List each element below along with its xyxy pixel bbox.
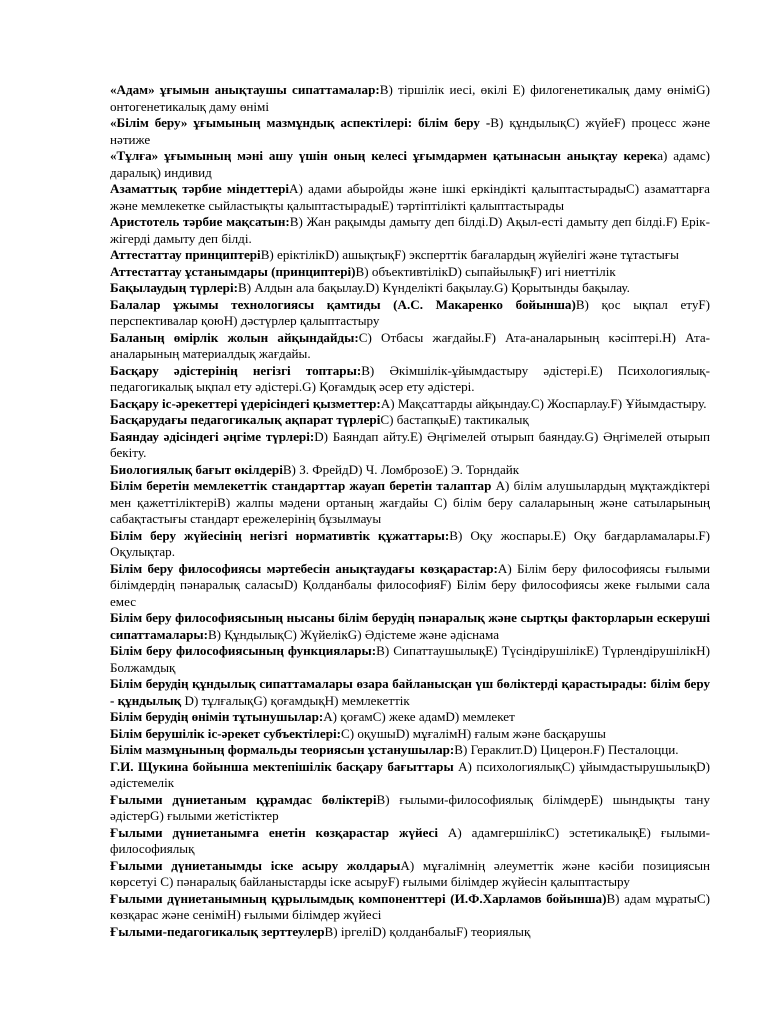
glossary-entry <box>110 610 710 643</box>
entry-question: Білім берудің құндылық сипаттамалары өзара байланысқан үш бөліктерді қарастырады: білім беру - құндылық <box>110 676 710 708</box>
glossary-entry <box>110 297 710 330</box>
entry-question: «Тұлға» ұғымының мәні ашу үшін оның келесі ұғымдармен қатынасын анықтау керек <box>110 148 658 163</box>
entry-answer: В) Әкімшілік-ұйымдастыру әдістері.Е) Психологиялық-педагогикалық ықпал ету әдістері.G) Қоғамдық әсер ету әдістері. <box>110 362 711 394</box>
entry-answer: В) тіршілік иесі, өкілі Е) филогенетикалық даму өніміG) онтогенетикалық даму өнімі <box>110 82 710 114</box>
entry-answer: В) құндылықС) жүйеF) процесс және нәтиже <box>110 115 711 147</box>
entry-answer: С) оқушыD) мұғалімН) ғалым және басқарушы <box>341 725 606 741</box>
glossary-entry <box>110 412 710 429</box>
entry-question: Г.И. Щукина бойынша мектепішілік басқару бағыттары <box>110 758 454 774</box>
entry-question: Балалар ұжымы технологиясы қамтиды (А.С. Макаренко бойынша) <box>110 296 576 312</box>
entry-answer: А) психологиялықС) ұйымдастырушылықD) әдістемелік <box>110 758 710 790</box>
entry-question: Білім беретін мемлекеттік стандарттар жауап беретін талаптар <box>110 478 492 493</box>
entry-question: Ғылыми дүниетанымның құрылымдық компоненттері (И.Ф.Харламов бойынша) <box>110 890 607 906</box>
entry-answer: В) іргеліD) қолданбалыF) теориялық <box>324 923 531 939</box>
entry-answer: а) адамс) даралық) индивид <box>110 148 710 180</box>
entry-answer: В) объективтілікD) сыпайылықF) игі ниеттілік <box>355 263 616 279</box>
entry-answer: В) ҚұндылықС) ЖүйелікG) Әдістеме және әдіснама <box>207 626 500 642</box>
entry-answer: С) Отбасы жағдайы.F) Ата-аналарының кәсіптері.Н) Ата-аналарының материалдық жағдайы. <box>110 329 711 361</box>
entry-answer: А) Мақсаттарды айқындау.С) Жоспарлау.F) Ұйымдастыру. <box>380 395 707 411</box>
entry-answer: В) қос ықпал етуF) перспективалар қоюН) дәстүрлер қалыптастыру <box>110 296 711 328</box>
entry-answer: А) Білім беру философиясы ғылыми білімдердің пәнаралық саласыD) Қолданбалы философияF) Білім беру философиясы жеке ғылыми сала емес <box>110 560 711 609</box>
entry-answer: С) бастапқыЕ) тактикалық <box>380 412 529 427</box>
glossary-entry <box>110 478 710 528</box>
glossary-entry <box>110 759 710 792</box>
entry-answer: D) Баяндап айту.Е) Әңгімелей отырып баяндау.G) Әңгімелей отырып бекіту. <box>110 428 710 460</box>
entry-question: «Адам» ұғымын анықтаушы сипаттамалар: <box>110 82 380 97</box>
glossary-entry <box>110 742 710 759</box>
entry-question: Баланың өмірлік жолын айқындайды: <box>110 329 359 345</box>
entry-answer: В) Жан рақымды дамыту деп білді.D) Ақыл-есті дамыту деп білді.F) Ерік-жігерді дамыту деп білді. <box>110 214 710 246</box>
entry-answer: В) адам мұратыС) көзқарас және сеніміН) ғылыми білімдер жүйесі <box>110 890 710 922</box>
entry-answer: А) білім алушылардың мұқтаждіктері мен қажеттіліктеріВ) жалпы мәдени ортаның жағдайы С) білім беру салаларының және сатыларының сабақтастығы стандарт ережелерінің бұзылмауы <box>110 478 710 526</box>
glossary-entry <box>110 891 710 924</box>
glossary-entry <box>110 792 710 825</box>
entry-question: Аттестаттау ұстанымдары (принциптері) <box>110 263 356 279</box>
entry-question: Азаматтық тәрбие міндеттері <box>110 181 290 196</box>
glossary-entry <box>110 214 710 247</box>
glossary-entry <box>110 181 710 214</box>
entry-question: Білім берушілік іс-әрекет субъектілері: <box>110 725 341 741</box>
entry-answer: D) тұлғалықG) қоғамдықН) мемлекеттік <box>181 692 410 708</box>
glossary-entry <box>110 82 710 115</box>
entry-question: Білім беру жүйесінің негізгі нормативтік құжаттары: <box>110 527 450 543</box>
entry-question: Бақылаудың түрлері: <box>110 280 238 295</box>
entry-answer: А) адамгершілікС) эстетикалықЕ) ғылыми-философиялық <box>110 824 710 856</box>
glossary-entry <box>110 148 710 181</box>
glossary-entry <box>110 726 710 743</box>
entry-answer: В) ғылыми-философиялық білімдерЕ) шындықты тану әдістерG) ғылыми жетістіктер <box>110 791 710 823</box>
entry-question: Ғылыми дүниетанымға енетін көзқарастар жүйесі <box>110 824 438 840</box>
entry-answer: А) қоғамС) жеке адамD) мемлекет <box>323 709 515 724</box>
glossary-entry <box>110 825 710 858</box>
glossary-entry <box>110 924 710 941</box>
entry-question: «Білім беру» ұғымының мазмұндық аспектілері: білім беру - <box>110 115 491 130</box>
entry-question: Білім беру философиясы мәртебесін анықтаудағы көзқарастар: <box>110 560 498 576</box>
entry-question: Білім берудің өнімін тұтынушылар: <box>110 709 324 724</box>
entry-question: Ғылыми-педагогикалық зерттеулер <box>110 923 325 939</box>
entry-question: Білім беру философиясының нысаны білім берудің пәнаралық және сыртқы факторларын ескеруші сипаттамалары: <box>110 610 710 642</box>
entry-answer: В) СипаттаушылықЕ) ТүсіндірушілікЕ) ТүрлендірушілікН) Болжамдық <box>110 643 710 675</box>
glossary-entry <box>110 396 710 413</box>
entry-answer: В) еріктілікD) ашықтықF) эксперттік бағалардың жүйелігі және тұтастығы <box>260 247 679 262</box>
glossary-entry <box>110 247 710 264</box>
entry-question: Ғылыми дүниетаным құрамдас бөліктері <box>110 791 377 807</box>
glossary-entry <box>110 280 710 297</box>
entry-answer: В) Оқу жоспары.Е) Оқу бағдарламалары.F) Оқулықтар. <box>110 527 710 559</box>
glossary-entry <box>110 528 710 561</box>
entry-answer: В) З. ФрейдD) Ч. ЛомброзоЕ) Э. Торндайк <box>282 461 520 477</box>
entry-question: Аттестаттау принциптері <box>110 247 261 262</box>
glossary-entry <box>110 709 710 726</box>
entry-answer: В) Алдын ала бақылау.D) Күнделікті бақылау.G) Қорытынды бақылау. <box>237 280 630 295</box>
glossary-entry <box>110 643 710 676</box>
glossary-entry <box>110 330 710 363</box>
entry-question: Басқару әдістерінің негізгі топтары: <box>110 362 362 378</box>
entry-question: Ғылыми дүниетанымды іске асыру жолдары <box>110 857 401 873</box>
glossary-entry <box>110 429 710 462</box>
entry-question: Басқарудағы педагогикалық ақпарат түрлері <box>110 412 381 427</box>
glossary-entry <box>110 858 710 891</box>
entry-question: Басқару іс-әрекеттері үдерісіндегі қызметтер: <box>110 395 381 411</box>
entry-question: Баяндау әдісіндегі әңгіме түрлері: <box>110 428 315 444</box>
entry-answer: В) Гераклит.D) Цицерон.F) Песталоцци. <box>454 742 679 757</box>
entry-answer: А) мұғалімнің әлеуметтік және кәсіби позициясын көрсетуі С) пәнаралық байланыстарды іске асыруF) ғылыми білімдер жүйесін қалыптастыру <box>110 857 711 889</box>
glossary-list <box>110 82 710 940</box>
entry-question: Білім беру философиясының функциялары: <box>110 643 377 658</box>
glossary-entry <box>110 363 710 396</box>
glossary-entry <box>110 561 710 611</box>
entry-question: Биологиялық бағыт өкілдері <box>110 461 283 477</box>
entry-answer: А) адами абыройды және ішкі еркіндікті қалыптастырадыС) азаматтарға және мемлекетке сыйластықты қалыптастырадыЕ) тәртіптілікті қалыптастырады <box>110 181 710 213</box>
glossary-entry <box>110 115 710 148</box>
entry-question: Білім мазмұнының формальды теориясын ұстанушылар: <box>110 742 455 757</box>
glossary-entry <box>110 676 710 709</box>
entry-question: Аристотель тәрбие мақсатын: <box>110 214 290 229</box>
glossary-entry <box>110 264 710 281</box>
glossary-entry <box>110 462 710 479</box>
